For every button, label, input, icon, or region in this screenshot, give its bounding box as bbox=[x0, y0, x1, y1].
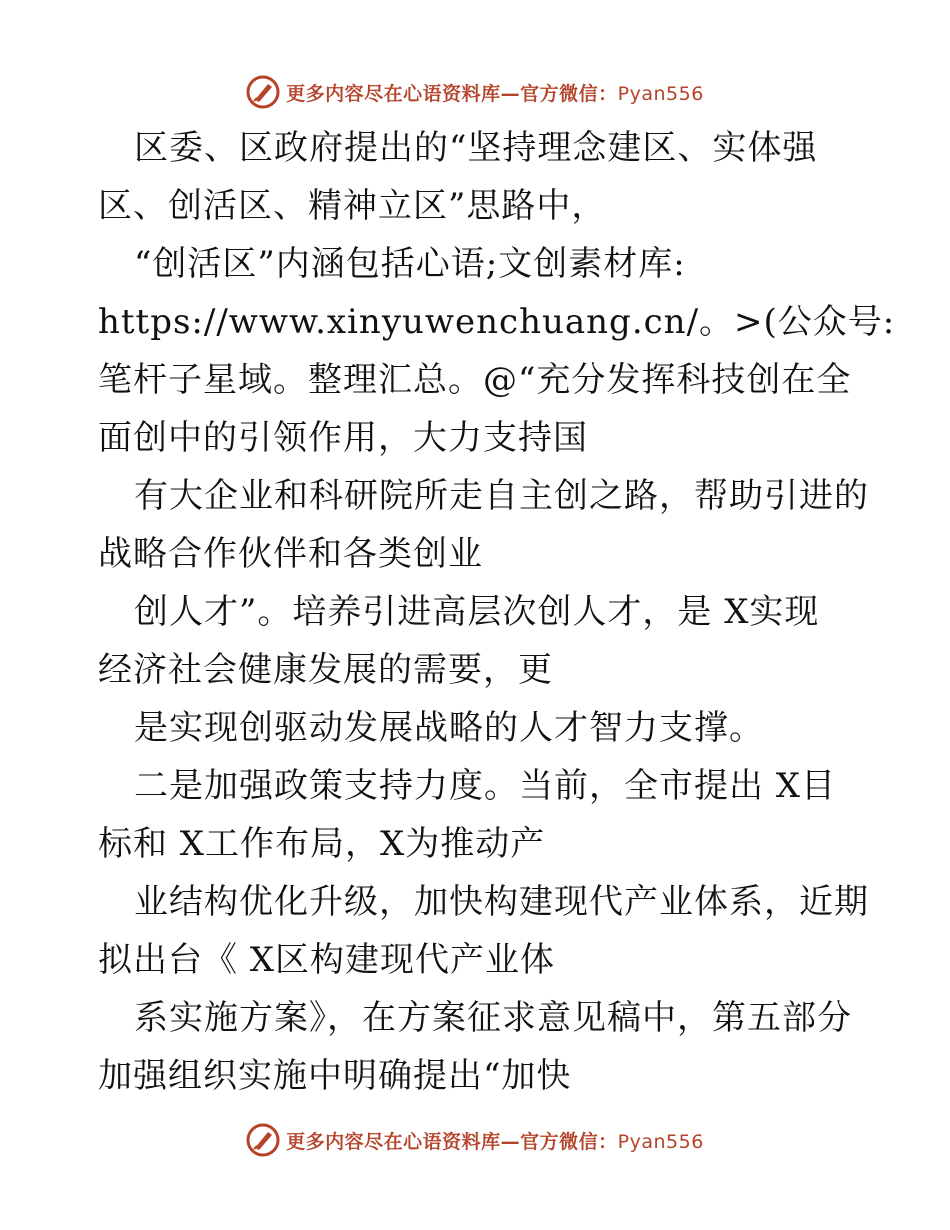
document-line: 二是加强政策支持力度。当前，全市提出 X目 bbox=[134, 766, 837, 806]
feather-pen-logo-icon bbox=[246, 75, 280, 109]
header-watermark-banner bbox=[0, 72, 950, 112]
footer-watermark-text: 更多内容尽在心语资料库—官方微信：Pyan556 bbox=[286, 1130, 704, 1153]
document-line: 笔杆子星域。整理汇总。@“充分发挥科技创在全 bbox=[98, 360, 852, 400]
document-line: 经济社会健康发展的需要，更 bbox=[98, 650, 553, 690]
document-line: 系实施方案》，在方案征求意见稿中，第五部分 bbox=[134, 998, 852, 1038]
document-line: 标和 X工作布局，X为推动产 bbox=[98, 824, 546, 864]
header-watermark-text: 更多内容尽在心语资料库—官方微信：Pyan556 bbox=[286, 82, 704, 105]
document-line: 战略合作伙伴和各类创业 bbox=[98, 534, 483, 574]
document-line: 有大企业和科研院所走自主创之路，帮助引进的 bbox=[134, 476, 869, 516]
document-line: “创活区”内涵包括心语;文创素材库: bbox=[134, 244, 686, 284]
feather-pen-logo-icon bbox=[246, 1123, 280, 1157]
document-line: 是实现创驱动发展战略的人才智力支撑。 bbox=[134, 708, 764, 748]
document-line: https://www.xinyuwenchuang.cn/。>(公众号: bbox=[98, 302, 896, 342]
document-line: 拟出台《 X区构建现代产业体 bbox=[98, 940, 556, 980]
document-line: 加强组织实施中明确提出“加快 bbox=[98, 1056, 572, 1096]
document-body bbox=[98, 125, 896, 1111]
footer-watermark-handle: Pyan556 bbox=[617, 1130, 704, 1153]
document-line: 创人才”。培养引进高层次创人才，是 X实现 bbox=[134, 592, 820, 632]
footer-watermark-banner bbox=[0, 1120, 950, 1160]
header-watermark-handle: Pyan556 bbox=[617, 82, 704, 105]
document-line: 面创中的引领作用，大力支持国 bbox=[98, 418, 588, 458]
document-line: 区委、区政府提出的“坚持理念建区、实体强 bbox=[134, 128, 818, 168]
document-line: 区、创活区、精神立区”思路中， bbox=[98, 186, 607, 226]
document-line: 业结构优化升级，加快构建现代产业体系，近期 bbox=[134, 882, 869, 922]
